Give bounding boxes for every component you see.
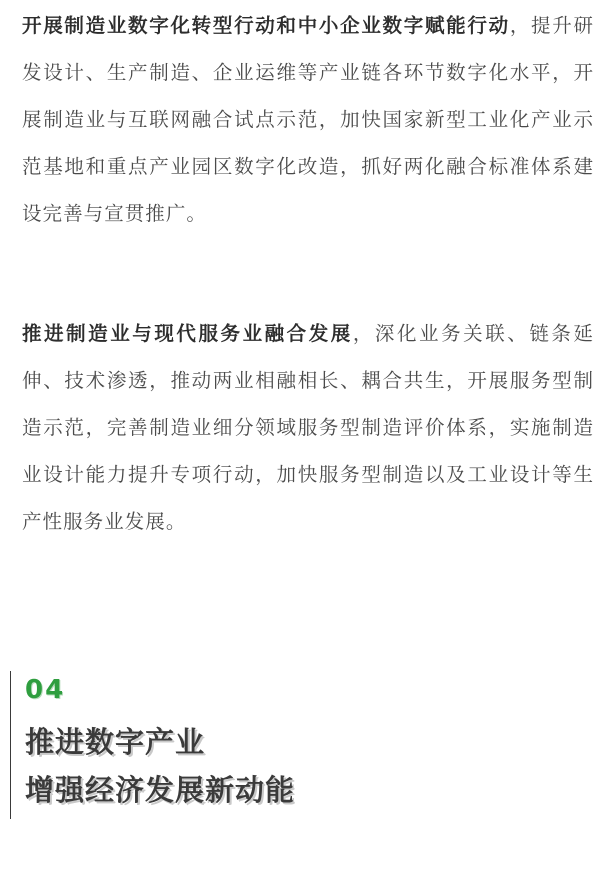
paragraph-body: ，提升研发设计、生产制造、企业运维等产业链各环节数字化水平，开展制造业与互联网融合试点示范，加快国家新型工业化产业示范基地和重点产业园区数字化改造，抓好两化融合标准体系建设完善与宣贯推广。 [22, 14, 595, 225]
section-number: 04 [25, 675, 66, 705]
section-title-line-1: 推进数字产业 [25, 725, 206, 759]
section-title-line-2: 增强经济发展新动能 [25, 773, 296, 807]
paragraph-body: ，深化业务关联、链条延伸、技术渗透，推动两业相融相长、耦合共生，开展服务型制造示范，完善制造业细分领域服务型制造评价体系，实施制造业设计能力提升专项行动，加快服务型制造以及工业设计等生产性服务业发展。 [22, 322, 594, 533]
section-heading [10, 671, 411, 819]
paragraph-lead: 推进制造业与现代服务业融合发展 [22, 322, 353, 345]
paragraph-digital-transformation [22, 2, 594, 237]
paragraph-service-integration [22, 310, 594, 545]
paragraph-lead: 开展制造业数字化转型行动和中小企业数字赋能行动 [22, 14, 510, 37]
